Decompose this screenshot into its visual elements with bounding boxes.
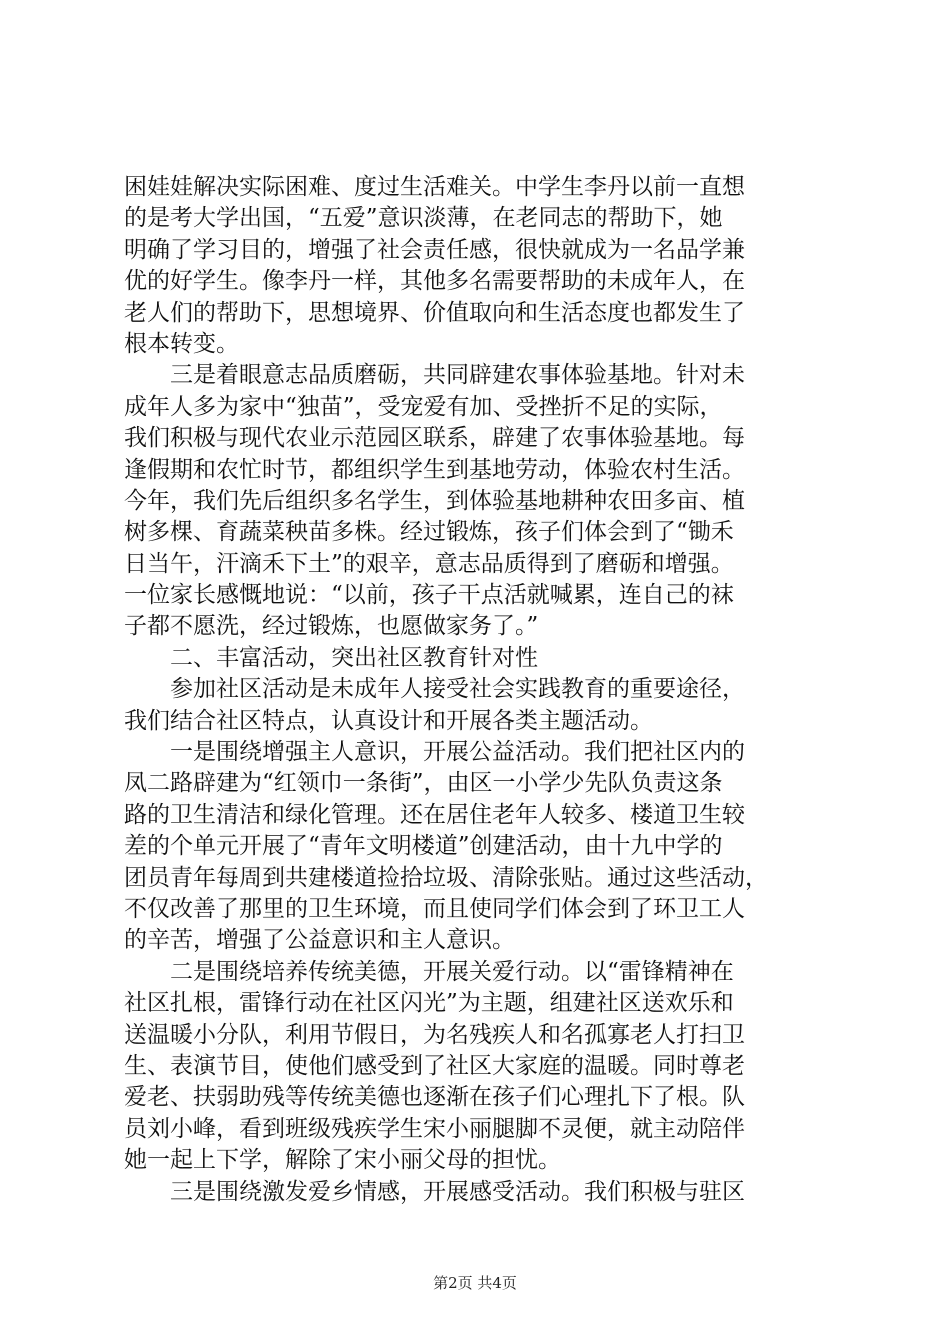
text-line: 三是围绕激发爱乡情感，开展感受活动。我们积极与驻区 <box>124 1178 745 1205</box>
text-line: 根本转变。 <box>124 330 239 357</box>
text-line: 她一起上下学，解除了宋小丽父母的担忧。 <box>124 1147 561 1174</box>
text-line: 我们积极与现代农业示范园区联系，辟建了农事体验基地。每 <box>124 425 745 452</box>
text-line: 成年人多为家中“独苗”，受宠爱有加、受挫折不足的实际， <box>124 393 723 420</box>
text-line: 一是围绕增强主人意识，开展公益活动。我们把社区内的 <box>124 739 745 766</box>
page-number-footer: 第2页 共4页 <box>433 1274 517 1292</box>
text-line: 送温暖小分队，利用节假日，为名残疾人和名孤寡老人打扫卫 <box>124 1021 745 1048</box>
text-line: 的辛苦，增强了公益意识和主人意识。 <box>124 927 515 954</box>
text-line: 今年，我们先后组织多名学生，到体验基地耕种农田多亩、植 <box>124 487 745 514</box>
text-line: 树多棵、育蔬菜秧苗多株。经过锻炼，孩子们体会到了“锄禾 <box>124 519 734 546</box>
text-line: 困娃娃解决实际困难、度过生活难关。中学生李丹以前一直想 <box>124 174 745 200</box>
text-line: 社区扎根，雷锋行动在社区闪光”为主题，组建社区送欢乐和 <box>124 990 734 1017</box>
text-line: 差的个单元开展了“青年文明楼道”创建活动，由十九中学的 <box>124 833 723 860</box>
text-line: 优的好学生。像李丹一样，其他多名需要帮助的未成年人，在 <box>124 268 745 295</box>
text-line: 老人们的帮助下，思想境界、价值取向和生活态度也都发生了 <box>124 299 745 326</box>
text-line: 凤二路辟建为“红领巾一条街”，由区一小学少先队负责这条 <box>124 770 723 797</box>
text-line: 子都不愿洗，经过锻炼，也愿做家务了。” <box>124 613 539 640</box>
section-heading: 二、丰富活动，突出社区教育针对性 <box>124 644 538 671</box>
text-line: 不仅改善了那里的卫生环境，而且使同学们体会到了环卫工人 <box>124 895 745 922</box>
text-line: 生、表演节目，使他们感受到了社区大家庭的温暖。同时尊老 <box>124 1052 745 1079</box>
text-line: 一位家长感慨地说：“以前，孩子干点活就喊累，连自己的袜 <box>124 582 734 609</box>
text-line: 爱老、扶弱助残等传统美德也逐渐在孩子们心理扎下了根。队 <box>124 1084 745 1111</box>
text-line: 三是着眼意志品质磨砺，共同辟建农事体验基地。针对未 <box>124 362 745 389</box>
text-line: 的是考大学出国，“五爱”意识淡薄，在老同志的帮助下，她 <box>124 205 723 232</box>
text-line: 日当午，汗滴禾下土”的艰辛，意志品质得到了磨砺和增强。 <box>124 550 734 577</box>
text-line: 参加社区活动是未成年人接受社会实践教育的重要途径， <box>124 676 745 703</box>
text-line: 路的卫生清洁和绿化管理。还在居住老年人较多、楼道卫生较 <box>124 801 745 828</box>
text-line: 明确了学习目的，增强了社会责任感，很快就成为一名品学兼 <box>124 236 745 263</box>
text-line: 逢假期和农忙时节，都组织学生到基地劳动，体验农村生活。 <box>124 456 745 483</box>
text-line: 二是围绕培养传统美德，开展关爱行动。以“雷锋精神在 <box>124 958 734 985</box>
text-line: 我们结合社区特点，认真设计和开展各类主题活动。 <box>124 707 653 734</box>
document-body <box>124 172 844 1208</box>
text-line: 员刘小峰，看到班级残疾学生宋小丽腿脚不灵便，就主动陪伴 <box>124 1115 745 1142</box>
text-line: 团员青年每周到共建楼道捡拾垃圾、清除张贴。通过这些活动， <box>124 864 768 891</box>
